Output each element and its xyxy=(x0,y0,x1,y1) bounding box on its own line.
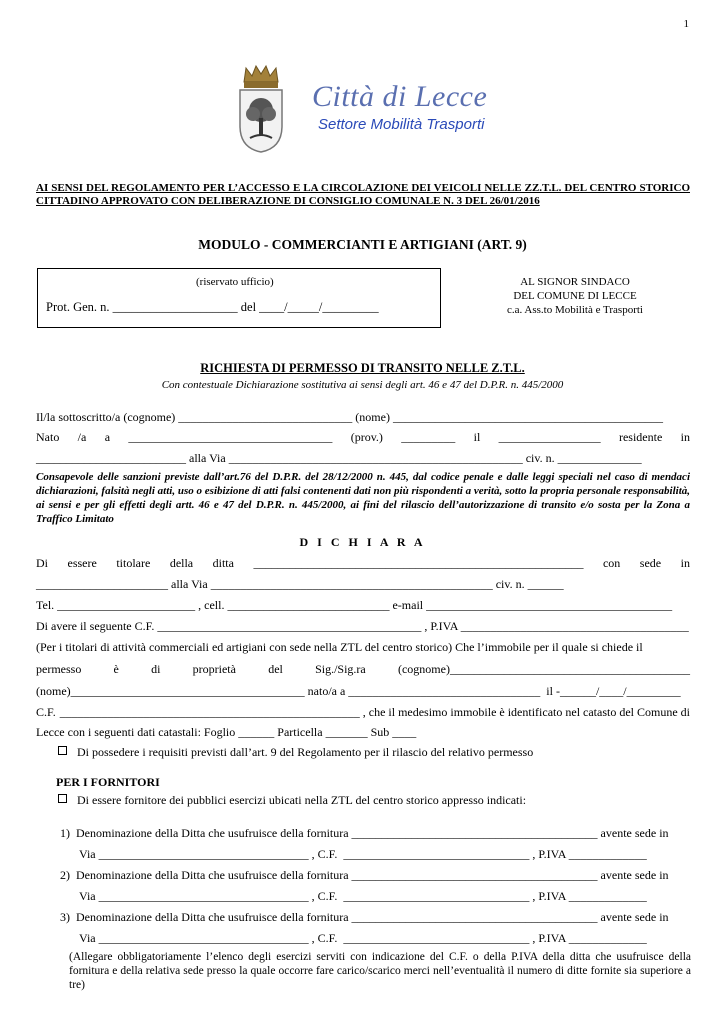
supplier-1-address-text: Via ___________________________________ , C.F. _______________________________ , P.IVA _____________ xyxy=(79,847,647,861)
regulation-header: AI SENSI DEL REGOLAMENTO PER L’ACCESSO E LA CIRCOLAZIONE DEI VEICOLI NELLE ZZ.T.L. DEL CENTRO STORICO CITTADINO APPROVATO CON DELIBERAZIONE DI CONSIGLIO COMUNALE N. 3 DEL 26/01/2016 xyxy=(36,182,690,207)
lecce-coat-of-arms-icon xyxy=(236,64,286,154)
fornitori-heading: PER I FORNITORI xyxy=(56,775,160,789)
word: in xyxy=(680,430,690,444)
supplier-2-address-line[interactable] xyxy=(79,889,689,905)
page-number: 1 xyxy=(683,18,689,30)
supplier-3-address-line[interactable] xyxy=(79,931,689,947)
form-title: MODULO - COMMERCIANTI E ARTIGIANI (ART. 9) xyxy=(198,237,527,252)
supplier-3-address-text: Via ___________________________________ , C.F. _______________________________ , P.IVA _____________ xyxy=(79,931,647,945)
dichiara-heading: D I C H I A R A xyxy=(299,535,426,549)
requisiti-label: Di possedere i requisiti previsti dall’art. 9 del Regolamento per il rilascio del relativo permesso xyxy=(77,745,534,759)
word: a xyxy=(104,430,111,444)
owner-line-5[interactable] xyxy=(36,725,690,741)
requisiti-checkbox-item[interactable] xyxy=(58,745,533,760)
applicant-birth-line[interactable] xyxy=(36,430,690,446)
word: di xyxy=(151,662,161,676)
supplier-1-address-line[interactable] xyxy=(79,847,689,863)
company-address-text: ______________________ alla Via _______________________________________________ civ. n. ______ xyxy=(36,577,564,591)
applicant-name-line[interactable] xyxy=(36,410,690,426)
legal-awareness-paragraph: Consapevole delle sanzioni previste dall’art.76 del D.P.R. del 28/12/2000 n. 445, dal codice penale e dalle leggi speciali nel caso di mendaci dichiarazioni, falsità negli atti, uso o esibizione di atti falsi contenenti dati non più rispondenti a verità, sotto la propria personale responsabilità, ai sensi e per gli effetti degli artt. 46 e 47 del D.P.R. n. 445/2000, ai fini del rilascio dell’autorizzazione di transito e/o sosta per la Zona a Traffico Limitato xyxy=(36,471,690,525)
word: ditta xyxy=(212,556,234,570)
supplier-2-name-text: 2) Denominazione della Ditta che usufruisce della fornitura _________________________________________ avente sede in xyxy=(60,868,669,882)
fornitori-checkbox-item[interactable] xyxy=(58,793,526,808)
fornitori-label: Di essere fornitore dei pubblici esercizi ubicati nella ZTL del centro storico appresso indicati: xyxy=(77,793,527,807)
owner-paragraph-text: (Per i titolari di attività commerciali ed artigiani con sede nella ZTL del centro storico) Che l’immobile per il quale si chiede il xyxy=(36,640,643,654)
supplier-2-address-text: Via ___________________________________ , C.F. _______________________________ , P.IVA _____________ xyxy=(79,889,647,903)
owner-line-3[interactable] xyxy=(36,684,690,700)
word: Di xyxy=(36,556,48,570)
province-blank[interactable]: _________ xyxy=(401,430,456,444)
protocol-field[interactable]: Prot. Gen. n. ____________________ del ____/_____/_________ xyxy=(46,300,379,314)
word: Sig./Sig.ra xyxy=(315,662,366,676)
word: (prov.) xyxy=(350,430,383,444)
word: della xyxy=(169,556,194,570)
word: C.F. xyxy=(36,705,56,719)
supplier-1-name-text: 1) Denominazione della Ditta che usufruisce della fornitura _________________________________________ avente sede in xyxy=(60,826,669,840)
word: è xyxy=(113,662,119,676)
word: Nato xyxy=(36,430,60,444)
supplier-3-name-text: 3) Denominazione della Ditta che usufruisce della fornitura _________________________________________ avente sede in xyxy=(60,910,669,924)
sector-name: Settore Mobilità Trasporti xyxy=(318,116,485,133)
word: titolare xyxy=(116,556,151,570)
fornitori-checkbox[interactable] xyxy=(58,794,67,803)
owner-surname-blank[interactable]: (cognome)________________________________________ xyxy=(397,662,690,676)
company-fiscal-text: Di avere il seguente C.F. ____________________________________________ , P.IVA ______________________________________ xyxy=(36,619,689,633)
cadastral-data-text: Lecce con i seguenti dati catastali: Foglio ______ Particella _______ Sub ____ xyxy=(36,725,417,739)
company-fiscal-line[interactable] xyxy=(36,619,690,635)
word: del xyxy=(268,662,283,676)
requisiti-checkbox[interactable] xyxy=(58,746,67,755)
word: proprietà xyxy=(192,662,236,676)
applicant-address-line[interactable] xyxy=(36,451,690,467)
word: sede xyxy=(639,556,662,570)
supplier-1-name-line[interactable] xyxy=(60,826,690,842)
supplier-2-name-line[interactable] xyxy=(60,868,690,884)
word: in xyxy=(680,556,690,570)
word: permesso xyxy=(36,662,82,676)
owner-name-birth-text: (nome)_______________________________________ nato/a a ________________________________ il -______/____/_________ xyxy=(36,684,681,698)
city-name: Città di Lecce xyxy=(312,80,488,113)
owner-cf-text: __________________________________________________ , che il medesimo immobile è identificato nel catasto del Comune di xyxy=(59,705,690,719)
recipient-line-3: c.a. Ass.to Mobilità e Trasporti xyxy=(507,304,643,316)
word: /a xyxy=(77,430,87,444)
word: essere xyxy=(67,556,97,570)
company-name-blank[interactable]: _______________________________________________________ xyxy=(253,556,584,570)
applicant-address-text: _________________________ alla Via _________________________________________________ civ. n. ______________ xyxy=(36,451,642,465)
reserved-label: (riservato ufficio) xyxy=(196,276,274,288)
birthdate-blank[interactable]: _________________ xyxy=(498,430,601,444)
request-title: RICHIESTA DI PERMESSO DI TRANSITO NELLE Z.T.L. xyxy=(200,361,525,375)
word: il xyxy=(473,430,481,444)
word: con xyxy=(602,556,621,570)
owner-line-2[interactable] xyxy=(36,662,690,678)
company-contacts-line[interactable] xyxy=(36,598,690,614)
company-contacts-text: Tel. _______________________ , cell. ___________________________ e-mail _________________________________________ xyxy=(36,598,673,612)
word: residente xyxy=(618,430,663,444)
applicant-name-text: Il/la sottoscritto/a (cognome) _____________________________ (nome) _____________________________________________ xyxy=(36,410,663,424)
recipient-line-1: AL SIGNOR SINDACO xyxy=(520,276,630,288)
birthplace-blank[interactable]: __________________________________ xyxy=(128,430,333,444)
supplier-3-name-line[interactable] xyxy=(60,910,690,926)
attachment-footnote: (Allegare obbligatoriamente l’elenco degli esercizi serviti con indicazione del C.F. o della P.IVA della ditta che usufruisce della fornitura e della relativa sede presso la quale occorre fare carico/scarico merci nell’eventualità il numero di ditte fornite sia superiore a tre) xyxy=(69,951,691,991)
company-address-line[interactable] xyxy=(36,577,690,593)
declaration-note: Con contestuale Dichiarazione sostitutiva ai sensi degli art. 46 e 47 del D.P.R. n. 445/2000 xyxy=(161,379,564,391)
owner-line-4[interactable] xyxy=(36,705,690,721)
owner-paragraph-line-1 xyxy=(36,640,690,656)
recipient-line-2: DEL COMUNE DI LECCE xyxy=(513,290,637,302)
company-name-line[interactable] xyxy=(36,556,690,572)
